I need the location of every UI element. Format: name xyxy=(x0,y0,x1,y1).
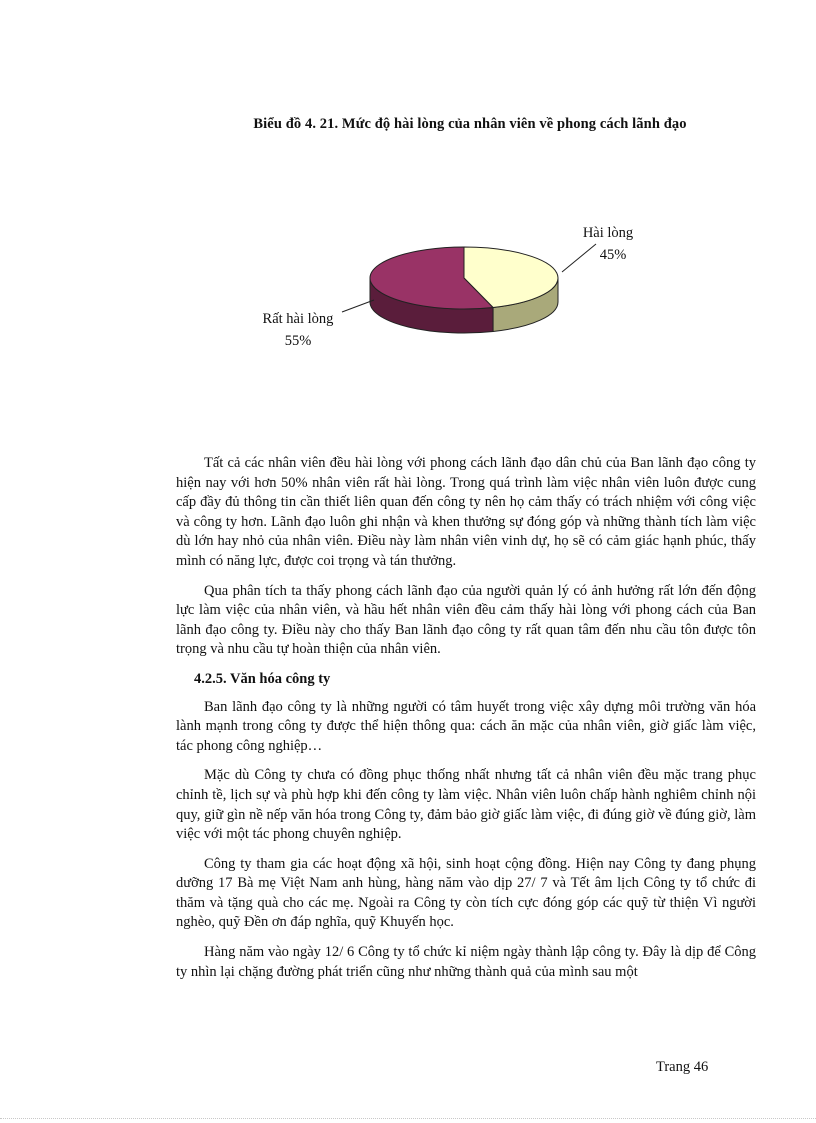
section-heading: 4.2.5. Văn hóa công ty xyxy=(194,670,331,687)
page-divider xyxy=(0,1118,816,1119)
leader-line-hai-long xyxy=(562,244,596,272)
slice-label-hai-long: Hài lòng xyxy=(582,225,634,241)
pie-chart xyxy=(240,200,660,360)
section-paragraph-4: Hàng năm vào ngày 12/ 6 Công ty tổ chức kỉ niệm ngày thành lập công ty. Đây là dịp để Công ty nhìn lại chặng đường phát triển cũng như những thành quả của mình sau một xyxy=(176,944,756,980)
slice-value-hai-long: 45% xyxy=(599,247,627,263)
chart-title: Biểu đồ 4. 21. Mức độ hài lòng của nhân viên về phong cách lãnh đạo xyxy=(253,116,687,132)
section-paragraph-3: Công ty tham gia các hoạt động xã hội, sinh hoạt cộng đồng. Hiện nay Công ty đang phụng dưỡng 17 Bà mẹ Việt Nam anh hùng, hàng năm vào dịp 27/ 7 và Tết âm lịch Công ty tổ chức đi thăm và tặng quà cho các mẹ. Ngoài ra Công ty còn tích cực đóng góp các quỹ từ thiện Vì người nghèo, quỹ Đền ơn đáp nghĩa, quỹ Khuyến học. xyxy=(176,855,756,931)
paragraph-2: Qua phân tích ta thấy phong cách lãnh đạo của người quản lý có ảnh hưởng rất lớn đến động lực làm việc của nhân viên, và hầu hết nhân viên đều cảm thấy hài lòng với phong cách của Ban lãnh đạo công ty. Điều này cho thấy Ban lãnh đạo công ty rất quan tâm đến nhu cầu tôn được tôn trọng và nhu cầu tự hoàn thiện của nhân viên. xyxy=(176,582,756,658)
leader-line-rat-hai-long xyxy=(342,300,374,312)
section-paragraph-1: Ban lãnh đạo công ty là những người có tâm huyết trong việc xây dựng môi trường văn hóa lành mạnh trong công ty được thể hiện thông qua: cách ăn mặc của nhân viên, giờ giấc làm việc, tác phong công nghiệp… xyxy=(176,698,756,754)
page-number: Trang 46 xyxy=(656,1059,709,1075)
body-text xyxy=(176,454,756,992)
slice-value-rat-hai-long: 55% xyxy=(284,333,312,349)
section-paragraph-2: Mặc dù Công ty chưa có đồng phục thống nhất nhưng tất cả nhân viên đều mặc trang phục chỉnh tề, lịch sự và phù hợp khi đến công ty làm việc. Nhân viên luôn chấp hành nghiêm chỉnh nội quy, giữ gìn nề nếp văn hóa trong Công ty, đảm bảo giờ giấc làm việc, đi đúng giờ về đúng giờ, làm việc với một tác phong chuyên nghiệp. xyxy=(176,767,756,843)
slice-label-rat-hai-long: Rất hài lòng xyxy=(262,311,334,327)
paragraph-1: Tất cả các nhân viên đều hài lòng với phong cách lãnh đạo dân chủ của Ban lãnh đạo công ty hiện nay với hơn 50% nhân viên rất hài lòng. Trong quá trình làm việc nhân viên luôn được cung cấp đầy đủ thông tin cần thiết liên quan đến công ty nên họ cảm thấy có trách nhiệm với công việc và công ty hơn. Lãnh đạo luôn ghi nhận và khen thưởng sự đóng góp và những thành tích làm việc dù lớn hay nhỏ của nhân viên. Điều này làm nhân viên vinh dự, họ sẽ có cảm giác hạnh phúc, thấy mình có năng lực, được coi trọng và tán thưởng. xyxy=(176,455,756,569)
